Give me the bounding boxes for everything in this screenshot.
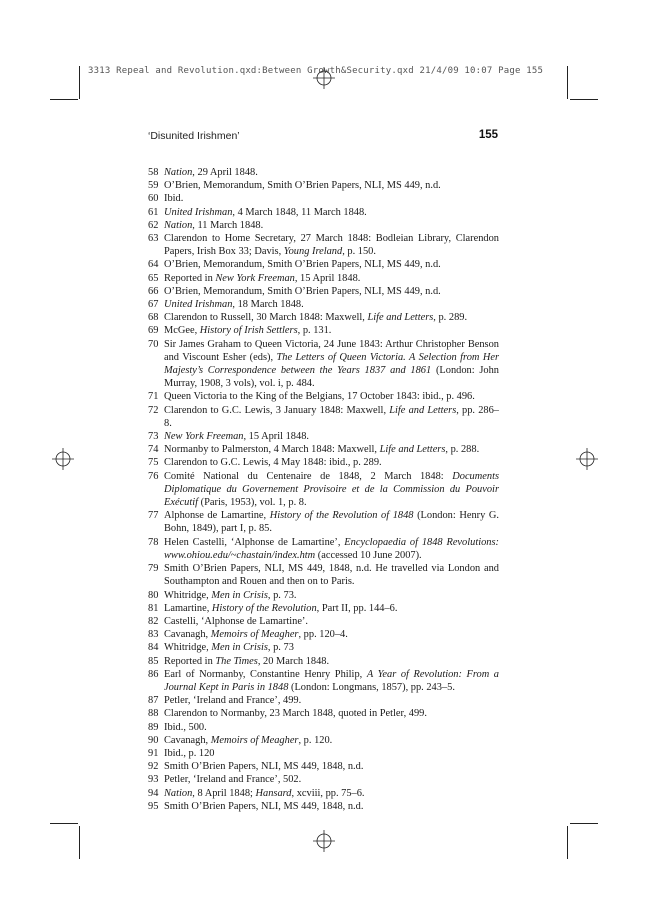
endnote-title-italic: New York Freeman <box>164 431 244 443</box>
endnote-text: , 20 March 1848. <box>257 655 330 667</box>
endnote-text: O’Brien, Memorandum, Smith O’Brien Papers, NLI, MS 449, n.d. <box>164 180 441 192</box>
endnote-item <box>148 747 499 760</box>
endnote-title-italic: Life and Letters <box>389 404 457 416</box>
endnote-text: O’Brien, Memorandum, Smith O’Brien Papers, NLI, MS 449, n.d. <box>164 259 441 271</box>
endnote-item <box>148 232 499 258</box>
endnote-text: , p. 288. <box>445 444 480 456</box>
endnote-text: , pp. 120–4. <box>298 629 348 641</box>
endnote-item <box>148 272 499 285</box>
endnote-text: Cavanagh, <box>164 629 211 641</box>
endnote-title-italic: Memoirs of Meagher <box>210 629 299 641</box>
endnote-item <box>148 562 499 588</box>
endnote-number: 62 <box>148 219 159 231</box>
endnote-number: 76 <box>148 470 159 482</box>
endnote-text: Reported in <box>164 655 216 667</box>
endnote-text: , p. 120. <box>298 734 333 746</box>
endnote-number: 91 <box>148 747 159 759</box>
endnote-item <box>148 285 499 298</box>
endnote-text: Helen Castelli, ‘Alphonse de Lamartine’, <box>164 536 345 548</box>
crop-mark-top-left-horizontal <box>50 99 78 100</box>
endnote-text: Alphonse de Lamartine, <box>164 510 270 522</box>
endnote-number: 83 <box>148 629 159 641</box>
endnote-title-italic: United Irishman <box>164 299 233 311</box>
endnote-text: Cavanagh, <box>164 734 211 746</box>
endnote-number: 61 <box>148 206 159 218</box>
endnote-number: 79 <box>148 563 159 575</box>
endnote-number: 85 <box>148 655 159 667</box>
endnote-text: , 18 March 1848. <box>232 299 304 311</box>
endnote-text: Clarendon to Home Secretary, 27 March 1848: Bodleian Library, Clarendon Papers, Irish Box 33; Davis, <box>164 233 499 258</box>
endnote-text: , pp. 286–8. <box>164 404 500 429</box>
endnote-text: , p. 289. <box>433 312 468 324</box>
endnote-title-italic: Nation <box>164 787 193 799</box>
endnote-item <box>148 655 499 668</box>
endnotes-list <box>148 166 499 813</box>
endnote-text: Earl of Normanby, Constantine Henry Philip, <box>164 668 367 680</box>
endnote-number: 80 <box>148 589 159 601</box>
crop-mark-bottom-left-horizontal <box>50 823 78 824</box>
endnote-item <box>148 324 499 337</box>
endnote-text: Petler, ‘Ireland and France’, 499. <box>164 695 302 707</box>
endnote-item <box>148 311 499 324</box>
endnote-text: , p. 131. <box>297 325 332 337</box>
endnote-text: , 15 April 1848. <box>243 431 309 443</box>
endnote-item <box>148 694 499 707</box>
endnote-text: Clarendon to Normanby, 23 March 1848, quoted in Petler, 499. <box>164 708 427 720</box>
endnote-title-italic: History of Irish Settlers <box>199 325 298 337</box>
endnote-number: 94 <box>148 787 159 799</box>
endnote-number: 87 <box>148 695 159 707</box>
endnote-number: 60 <box>148 193 159 205</box>
endnote-text: Clarendon to Russell, 30 March 1848: Maxwell, <box>164 312 368 324</box>
endnote-item <box>148 668 499 694</box>
crop-mark-bottom-left-vertical <box>79 826 80 859</box>
endnote-text: , 15 April 1848. <box>294 272 361 284</box>
endnote-title-italic: Life and Letters <box>379 444 446 456</box>
endnote-number: 77 <box>148 510 159 522</box>
endnote-title-italic: Hansard <box>255 787 292 799</box>
endnote-item <box>148 219 499 232</box>
endnote-number: 59 <box>148 180 159 192</box>
endnote-text: Petler, ‘Ireland and France’, 502. <box>164 774 302 786</box>
endnote-number: 73 <box>148 431 159 443</box>
endnote-number: 88 <box>148 708 159 720</box>
endnote-number: 58 <box>148 167 159 178</box>
endnote-text: , 11 March 1848. <box>192 219 264 231</box>
endnote-number: 66 <box>148 285 159 297</box>
endnote-item <box>148 589 499 602</box>
endnote-title-italic: The Times <box>215 655 258 667</box>
page-number: 155 <box>478 129 498 141</box>
endnote-number: 84 <box>148 642 159 654</box>
endnote-title-italic: Life and Letters <box>367 312 434 324</box>
endnote-item <box>148 773 499 786</box>
crop-mark-top-left-vertical <box>79 66 80 99</box>
endnote-item <box>148 390 499 403</box>
endnote-number: 63 <box>148 233 159 245</box>
endnote-text: Normanby to Palmerston, 4 March 1848: Maxwell, <box>164 444 380 456</box>
endnote-text: Reported in <box>164 272 216 284</box>
endnote-item <box>148 707 499 720</box>
printer-slug: 3313 Repeal and Revolution.qxd:Between Growth&Security.qxd 21/4/09 10:07 Page 155 <box>88 66 544 76</box>
endnote-item <box>148 536 499 562</box>
registration-mark-top-icon <box>313 67 335 89</box>
endnote-title-italic: A Year of Revolution: From a Journal Kept in Paris in 1848 <box>164 668 499 693</box>
endnote-number: 92 <box>148 761 159 773</box>
endnote-number: 65 <box>148 272 159 284</box>
endnote-title-italic: New York Freeman <box>215 272 295 284</box>
endnote-item <box>148 258 499 271</box>
endnote-text: (London: Henry G. Bohn, 1849), part I, p. 85. <box>164 510 499 535</box>
endnote-title-italic: Memoirs of Meagher <box>210 734 299 746</box>
running-head: ‘Disunited Irishmen’ <box>148 130 240 142</box>
endnote-item <box>148 734 499 747</box>
endnote-text: , p. 73 <box>267 642 294 654</box>
endnote-text: , 8 April 1848; <box>192 787 256 799</box>
endnote-item <box>148 470 499 510</box>
endnote-title-italic: Nation <box>164 167 193 178</box>
endnote-item <box>148 628 499 641</box>
endnote-item <box>148 615 499 628</box>
endnote-number: 81 <box>148 602 159 614</box>
registration-mark-bottom-icon <box>313 830 335 852</box>
endnote-title-italic: Nation <box>164 219 193 231</box>
endnote-item <box>148 206 499 219</box>
endnote-text: , Part II, pp. 144–6. <box>316 602 398 614</box>
endnote-item <box>148 456 499 469</box>
endnote-number: 71 <box>148 391 159 403</box>
endnote-number: 78 <box>148 536 159 548</box>
endnote-item <box>148 404 499 430</box>
endnote-text: (London: Longmans, 1857), pp. 243–5. <box>288 681 455 693</box>
endnote-number: 93 <box>148 774 159 786</box>
endnote-text: Whitridge, <box>164 642 212 654</box>
endnote-title-italic: Documents Diplomatique du Governement Provisoire et de la Commission du Pouvoir Exécutif <box>164 470 499 509</box>
endnote-title-italic: Men in Crisis <box>211 642 268 654</box>
endnote-number: 90 <box>148 734 159 746</box>
endnote-title-italic: The Letters of Queen Victoria. A Selection from Her Majesty’s Correspondence between the Years 1837 and 1861 <box>164 351 499 377</box>
endnote-text: Comité National du Centenaire de 1848, 2 March 1848: <box>164 470 453 482</box>
endnote-text: Castelli, ‘Alphonse de Lamartine’. <box>164 615 308 627</box>
endnote-item <box>148 721 499 734</box>
endnote-number: 64 <box>148 259 159 271</box>
endnote-item <box>148 298 499 311</box>
endnote-text: (Paris, 1953), vol. 1, p. 8. <box>198 497 307 509</box>
endnote-item <box>148 338 499 391</box>
endnote-item <box>148 602 499 615</box>
endnote-text: Smith O’Brien Papers, NLI, MS 449, 1848, n.d. <box>164 800 364 812</box>
endnote-number: 82 <box>148 615 159 627</box>
endnote-text: Clarendon to G.C. Lewis, 4 May 1848: ibid., p. 289. <box>164 457 382 469</box>
endnote-text: , 29 April 1848. <box>192 167 258 178</box>
endnote-number: 86 <box>148 668 159 680</box>
endnote-number: 75 <box>148 457 159 469</box>
crop-mark-bottom-right-horizontal <box>570 823 598 824</box>
endnote-text: Queen Victoria to the King of the Belgians, 17 October 1843: ibid., p. 496. <box>164 391 475 403</box>
endnote-item <box>148 800 499 813</box>
endnote-number: 68 <box>148 312 159 324</box>
endnote-text: (accessed 10 June 2007). <box>315 549 422 561</box>
endnote-number: 70 <box>148 338 159 350</box>
endnote-text: Ibid. <box>164 193 184 205</box>
endnote-number: 72 <box>148 404 159 416</box>
endnote-title-italic: Young Ireland <box>283 246 343 258</box>
endnote-number: 74 <box>148 444 159 456</box>
endnote-title-italic: History of the Revolution of 1848 <box>269 510 414 522</box>
endnote-item <box>148 166 499 179</box>
endnote-item <box>148 787 499 800</box>
endnote-title-italic: Men in Crisis <box>211 589 268 601</box>
endnote-item <box>148 760 499 773</box>
endnote-text: Sir James Graham to Queen Victoria, 24 June 1843: Arthur Christopher Benson and Viscount Esher (eds), <box>164 338 499 363</box>
endnote-text: Clarendon to G.C. Lewis, 3 January 1848: Maxwell, <box>164 404 390 416</box>
registration-mark-right-icon <box>576 448 598 470</box>
endnote-item <box>148 509 499 535</box>
endnote-text: , 4 March 1848, 11 March 1848. <box>232 206 367 218</box>
endnote-number: 95 <box>148 800 159 812</box>
crop-mark-bottom-right-vertical <box>567 826 568 859</box>
endnote-text: , xcviii, pp. 75–6. <box>291 787 365 799</box>
crop-mark-top-right-horizontal <box>570 99 598 100</box>
endnote-number: 89 <box>148 721 159 733</box>
endnote-text: Ibid., 500. <box>164 721 207 733</box>
registration-mark-left-icon <box>52 448 74 470</box>
endnote-item <box>148 192 499 205</box>
endnote-text: Ibid., p. 120 <box>164 747 215 759</box>
endnote-item <box>148 443 499 456</box>
endnote-title-italic: History of the Revolution <box>211 602 317 614</box>
endnote-text: (London: John Murray, 1908, 3 vols), vol. i, p. 484. <box>164 365 500 390</box>
endnote-number: 69 <box>148 325 159 337</box>
endnote-item <box>148 430 499 443</box>
endnote-item <box>148 179 499 192</box>
endnote-title-italic: Encyclopaedia of 1848 Revolutions: www.ohiou.edu/~chastain/index.htm <box>164 536 499 561</box>
endnote-text: McGee, <box>164 325 200 337</box>
endnote-text: Whitridge, <box>164 589 212 601</box>
endnote-text: Lamartine, <box>164 602 212 614</box>
endnote-text: Smith O’Brien Papers, NLI, MS 449, 1848, n.d. He travelled via London and Southampton and Rouen and then on to Paris. <box>164 563 499 588</box>
endnote-text: O’Brien, Memorandum, Smith O’Brien Papers, NLI, MS 449, n.d. <box>164 285 441 297</box>
crop-mark-top-right-vertical <box>567 66 568 99</box>
endnote-text: , p. 73. <box>267 589 297 601</box>
endnote-item <box>148 641 499 654</box>
endnote-title-italic: United Irishman <box>164 206 233 218</box>
endnote-text: Smith O’Brien Papers, NLI, MS 449, 1848, n.d. <box>164 761 364 773</box>
endnote-text: , p. 150. <box>342 246 376 258</box>
endnote-number: 67 <box>148 299 159 311</box>
